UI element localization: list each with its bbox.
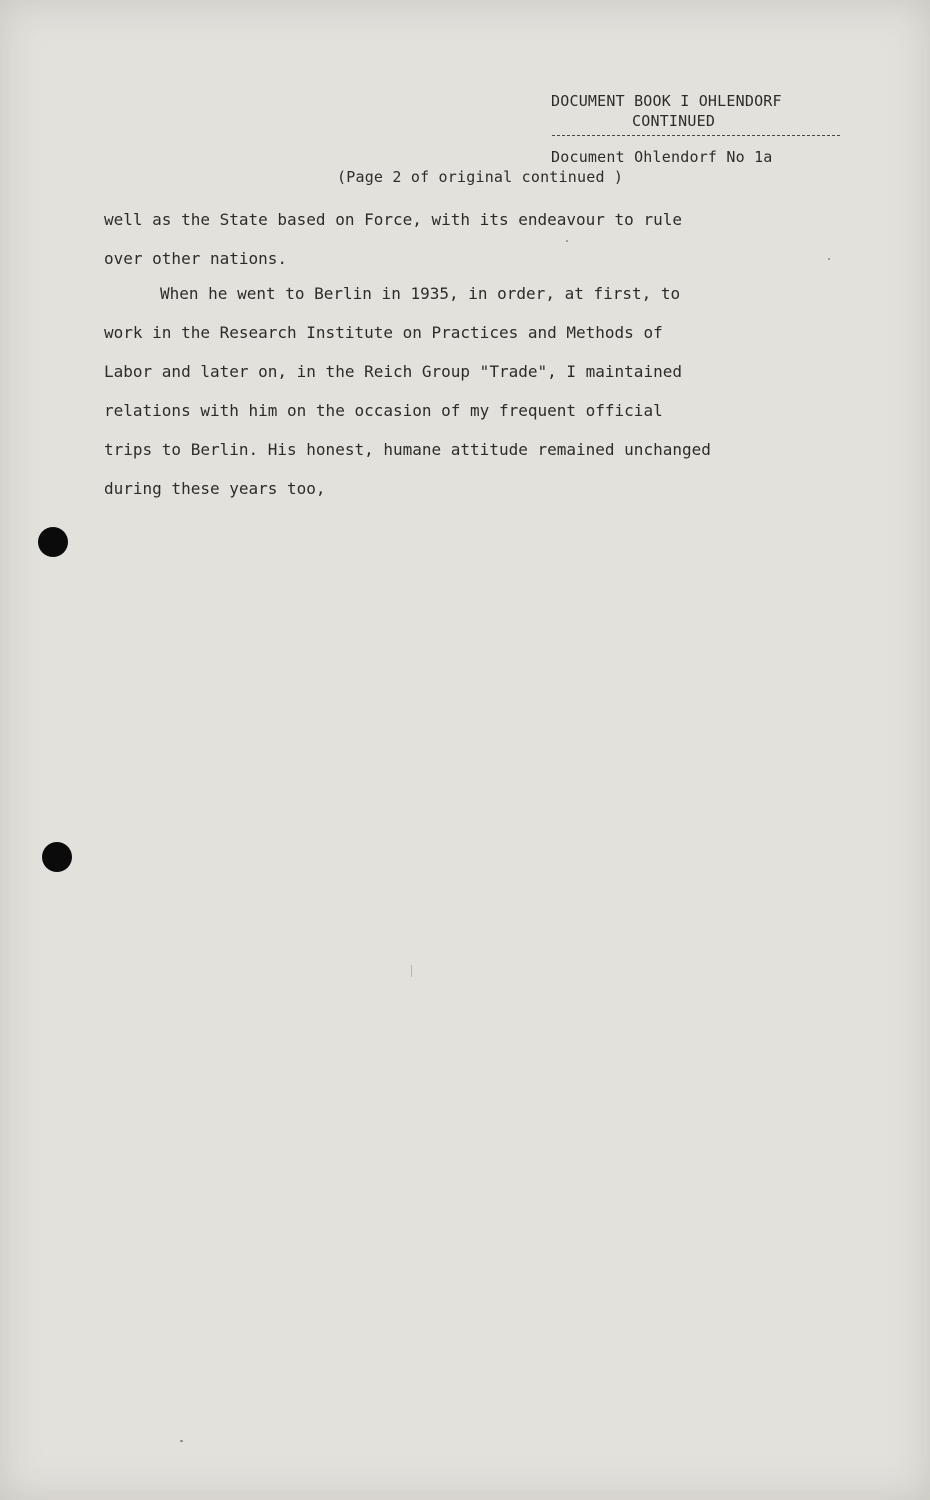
header-divider — [552, 135, 840, 136]
punch-hole-top — [38, 527, 68, 557]
document-body — [104, 200, 864, 508]
paragraph-1: well as the State based on Force, with its endeavour to rule over other nations. — [104, 210, 682, 268]
document-reference: Document Ohlendorf No 1a — [551, 148, 773, 166]
paper-speck — [411, 965, 412, 977]
paper-speck — [180, 1440, 183, 1442]
continued-label: CONTINUED — [632, 112, 716, 130]
page-reference: (Page 2 of original continued ) — [337, 168, 624, 186]
paragraph-2: When he went to Berlin in 1935, in order, at first, to work in the Research Institute on Practices and Methods of Labor and later on, in the Reich Group "Trade", I maintained relations with him on the occasion of my frequent official trips to Berlin. His honest, humane attitude remained unchanged during these years too, — [104, 284, 711, 498]
punch-hole-bottom — [42, 842, 72, 872]
paper-speck — [566, 240, 568, 242]
paper-speck — [828, 258, 830, 260]
document-book-title: DOCUMENT BOOK I OHLENDORF — [551, 92, 782, 110]
